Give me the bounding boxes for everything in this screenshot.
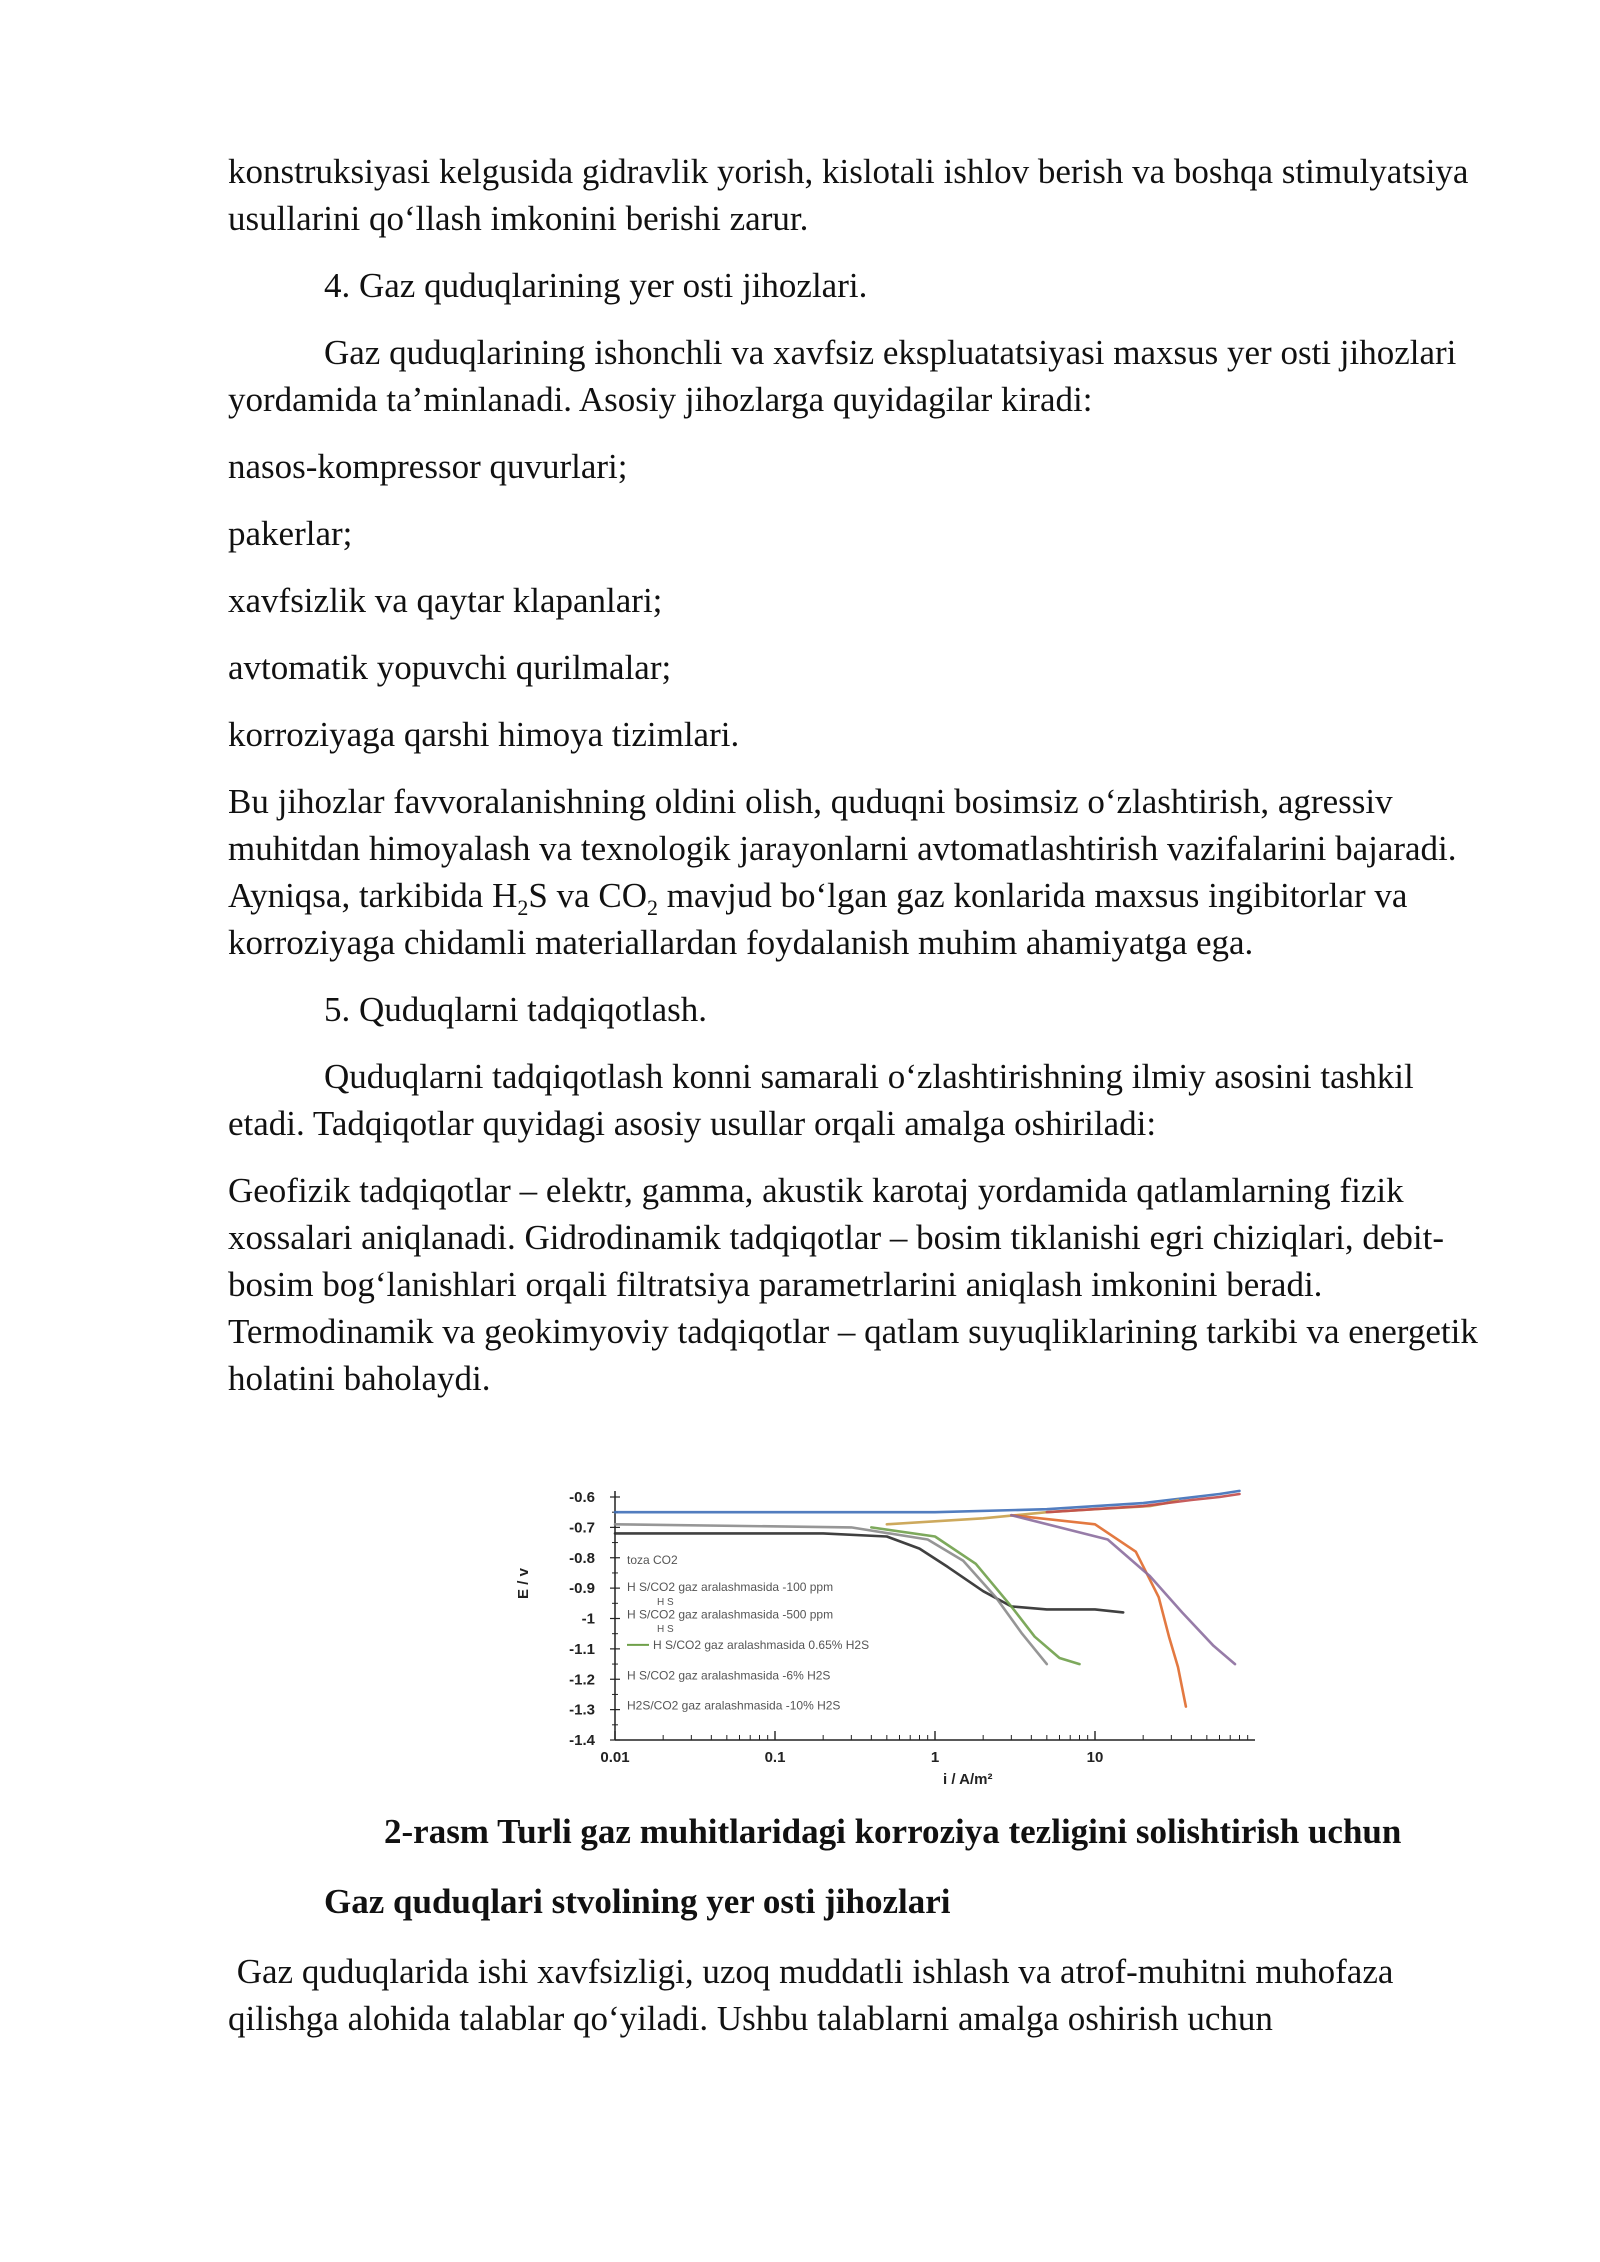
paragraph-text: mavjud bo‘lgan gaz konlarida maxsus ingibitorlar va korroziyaga chidamli materiallardan foydalanish muhim ahamiyatga ega. [228, 876, 1408, 962]
list-item: xavfsizlik va qaytar klapanlari; [228, 581, 663, 620]
list-item: avtomatik yopuvchi qurilmalar; [228, 648, 672, 687]
subscript: 2 [647, 895, 658, 920]
legend-entry: H2S/CO2 gaz aralashmasida -10% H2S [627, 1698, 841, 1713]
list-item: pakerlar; [228, 514, 353, 553]
y-tick-label: -0.6 [569, 1489, 595, 1506]
chart-legend [627, 1553, 869, 1713]
y-tick-label: -1.1 [569, 1640, 595, 1658]
x-axis-label: i / A/m² [943, 1771, 993, 1788]
chart-svg [510, 1485, 1300, 1805]
x-tick-label: 10 [1086, 1749, 1104, 1766]
paragraph-equipment-intro: Gaz quduqlarining ishonchli va xavfsiz ekspluatatsiyasi maxsus yer osti jihozlari yordamida ta’minlanadi. Asosiy jihozlarga quyidagilar kiradi: [228, 333, 1457, 419]
legend-entry: toza CO2 [627, 1552, 678, 1567]
text-block-top [228, 148, 1488, 1402]
paragraph-final: Gaz quduqlarida ishi xavfsizligi, uzoq muddatli ishlash va atrof-muhitni muhofaza qilishga alohida talablar qo‘yiladi. Ushbu talablarni amalga oshirish uchun [228, 1952, 1403, 2038]
corrosion-chart [510, 1485, 1300, 1805]
y-tick-label: -0.9 [569, 1580, 595, 1598]
list-item: korroziyaga qarshi himoya tizimlari. [228, 715, 740, 754]
y-tick-label: -0.7 [569, 1519, 595, 1537]
legend-entry: H S [657, 1596, 674, 1608]
x-tick-label: 1 [930, 1749, 940, 1766]
chart-series-line [615, 1491, 1240, 1512]
y-tick-label: -1.4 [569, 1732, 595, 1749]
x-tick-label: 0.01 [600, 1749, 630, 1766]
y-tick-label: -1.3 [569, 1701, 595, 1719]
y-tick-label: -0.8 [569, 1549, 595, 1567]
section-heading-4: 4. Gaz quduqlarining yer osti jihozlari. [324, 266, 868, 305]
chart-series-line [1011, 1515, 1235, 1664]
paragraph-research-methods: Geofizik tadqiqotlar – elektr, gamma, akustik karotaj yordamida qatlamlarning fizik xossalari aniqlanadi. Gidrodinamik tadqiqotlar – bosim tiklanishi egri chiziqlari, debit-bosim bog‘lanishlari orqali filtratsiya parametrlarini aniqlash imkonini beradi. Termodinamik va geokimyoviy tadqiqotlar – qatlam suyuqliklarining tarkibi va energetik holatini baholaydi. [228, 1171, 1478, 1398]
legend-entry: H S/CO2 gaz aralashmasida 0.65% H2S [653, 1637, 870, 1652]
legend-entry: H S/CO2 gaz aralashmasida -6% H2S [627, 1668, 831, 1683]
y-tick-label: -1 [581, 1610, 595, 1628]
list-item: nasos-kompressor quvurlari; [228, 447, 628, 486]
y-tick-label: -1.2 [569, 1671, 595, 1689]
legend-entry: H S/CO2 gaz aralashmasida -100 ppm [627, 1580, 834, 1595]
paragraph-text: Bu jihozlar favvoralanishning oldini olish, quduqni bosimsiz o‘zlashtirish, agressiv muhitdan himoyalash va texnologik jarayonlarni avtomatlashtirish vazifalarini bajaradi. Ayniqsa, tarkibida H [228, 782, 1457, 915]
y-axis-label: E / v [515, 1568, 532, 1599]
paragraph-text: S va CO [528, 876, 647, 915]
subsection-heading: Gaz quduqlari stvolining yer osti jihozlari [324, 1882, 951, 1921]
paragraph-equipment-purpose [228, 778, 1488, 966]
paragraph-continuation: konstruksiyasi kelgusida gidravlik yorish, kislotali ishlov berish va boshqa stimulyatsiya usullarini qo‘llash imkonini berishi zarur. [228, 152, 1469, 238]
legend-entry: H S [657, 1624, 674, 1636]
section-heading-5: 5. Quduqlarni tadqiqotlash. [324, 990, 708, 1029]
legend-entry: H S/CO2 gaz aralashmasida -500 ppm [627, 1607, 834, 1622]
x-tick-label: 0.1 [764, 1749, 786, 1766]
chart-series-line [871, 1527, 1079, 1664]
chart-series-line [615, 1533, 1123, 1612]
subscript: 2 [517, 895, 529, 920]
figure-caption: 2-rasm Turli gaz muhitlaridagi korroziya tezligini solishtirish uchun [384, 1812, 1402, 1851]
paragraph-research-intro: Quduqlarni tadqiqotlash konni samarali o‘zlashtirishning ilmiy asosini tashkil etadi. Tadqiqotlar quyidagi asosiy usullar orqali amalga oshiriladi: [228, 1057, 1414, 1143]
